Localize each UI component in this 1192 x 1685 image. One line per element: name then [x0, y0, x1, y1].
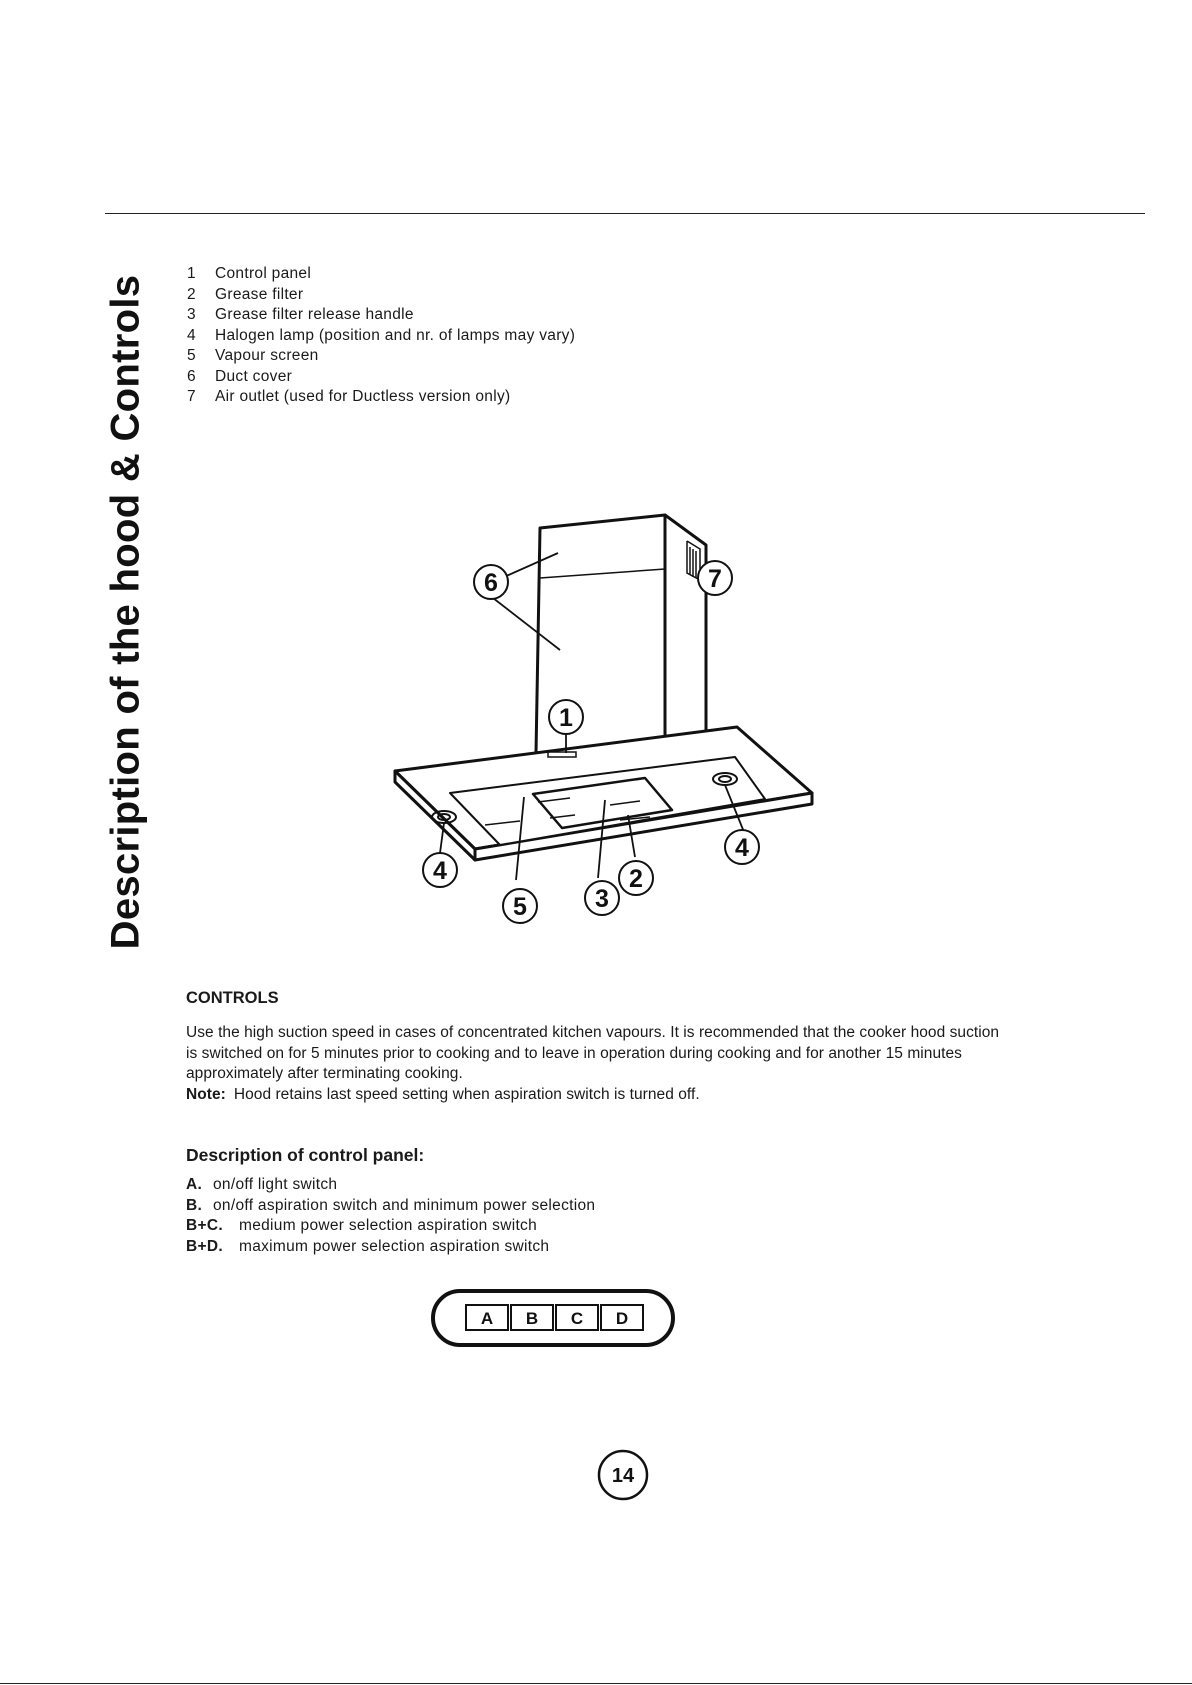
bottom-divider: [0, 1683, 1192, 1684]
list-item: [187, 285, 575, 306]
list-item: [187, 387, 575, 408]
note: [186, 1085, 1106, 1106]
controls-description: [186, 1023, 1106, 1105]
list-item: [187, 326, 575, 347]
callout-4-left-label: 4: [433, 857, 447, 885]
control-panel-list: [186, 1175, 595, 1257]
side-title-text: Description of the hood & Controls: [103, 274, 148, 950]
item-text: medium power selection aspiration switch: [239, 1217, 538, 1234]
part-label: Grease filter: [215, 285, 304, 303]
item-text: on/off aspiration switch and minimum power selection: [213, 1196, 596, 1214]
control-panel-heading: Description of control panel:: [186, 1145, 425, 1165]
callout-6-label: 6: [484, 569, 498, 597]
controls-line: approximately after terminating cooking.: [186, 1065, 463, 1082]
parts-list: [187, 264, 575, 408]
page-number-text: 14: [611, 1465, 635, 1487]
callout-4-right-label: 4: [735, 834, 749, 862]
controls-line: Use the high suction speed in cases of concentrated kitchen vapours. It is recommended that the cooker hood suction: [186, 1024, 1000, 1041]
note-text: Hood retains last speed setting when aspiration switch is turned off.: [233, 1085, 700, 1103]
item-key: B.: [186, 1196, 203, 1214]
callout-2-label: 2: [629, 865, 643, 893]
item-key: B+C.: [186, 1217, 223, 1234]
item-text: maximum power selection aspiration switch: [239, 1237, 550, 1255]
callout-7-label: 7: [708, 565, 722, 593]
part-label: Grease filter release handle: [215, 306, 414, 323]
list-item: [187, 346, 575, 367]
callout-5-label: 5: [513, 893, 527, 921]
part-label: Duct cover: [215, 367, 293, 385]
part-number: 1: [187, 265, 196, 282]
part-number: 7: [187, 388, 196, 405]
callout-3-label: 3: [595, 885, 609, 913]
hood-diagram: [390, 505, 820, 935]
part-number: 6: [187, 367, 196, 385]
part-number: 4: [187, 326, 196, 344]
list-item: [186, 1175, 595, 1196]
part-label: Halogen lamp (position and nr. of lamps may vary): [215, 326, 576, 344]
page-number: [597, 1449, 649, 1501]
item-text: on/off light switch: [213, 1176, 338, 1193]
top-divider: [105, 213, 1145, 214]
button-a-label: A: [480, 1309, 494, 1328]
part-number: 5: [187, 347, 196, 364]
control-panel-figure: [430, 1288, 676, 1350]
item-key: B+D.: [186, 1237, 223, 1255]
list-item: [186, 1216, 595, 1237]
part-label: Vapour screen: [215, 347, 319, 364]
list-item: [186, 1237, 595, 1258]
button-b-label: B: [525, 1309, 539, 1328]
list-item: [187, 305, 575, 326]
list-item: [187, 264, 575, 285]
callout-1-label: 1: [559, 704, 573, 732]
part-number: 3: [187, 306, 196, 323]
part-number: 2: [187, 285, 196, 303]
list-item: [187, 367, 575, 388]
note-label: Note:: [186, 1085, 226, 1103]
controls-heading: CONTROLS: [186, 989, 279, 1007]
controls-line: is switched on for 5 minutes prior to cooking and to leave in operation during cooking and for another 15 minutes: [186, 1044, 962, 1062]
item-key: A.: [186, 1176, 203, 1193]
part-label: Control panel: [215, 265, 312, 282]
list-item: [186, 1196, 595, 1217]
part-label: Air outlet (used for Ductless version only): [215, 388, 511, 405]
button-d-label: D: [615, 1309, 629, 1328]
button-c-label: C: [570, 1309, 584, 1328]
